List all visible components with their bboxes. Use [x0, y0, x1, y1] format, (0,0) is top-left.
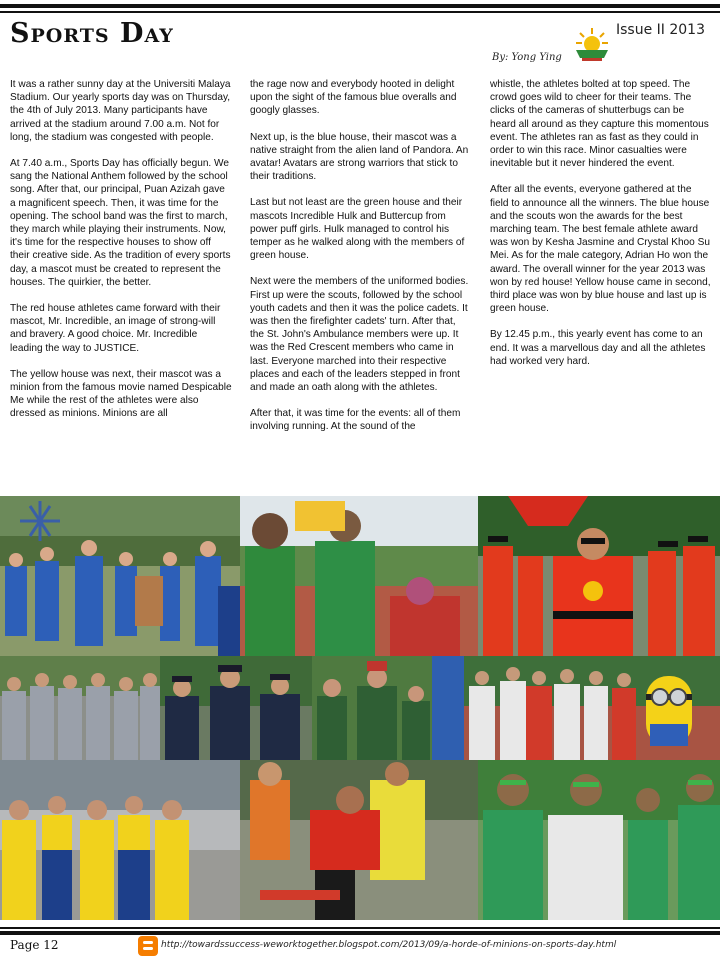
photo-police-cadets: [160, 656, 312, 760]
bottom-rule-thick: [0, 931, 720, 935]
article-column-2: [250, 78, 472, 447]
source-url-link[interactable]: http://towardssuccess-weworktogether.blogspot.com/2013/09/a-horde-of-minions-on-sports-day.html: [161, 940, 617, 950]
paragraph: Next were the members of the uniformed bodies. First up were the scouts, followed by the school youth cadets and then it was the police cadets. It was then the firefighter cadets' turn. After that, the St. John's Ambulance members were up. It was the Red Crescent members who came in last. Everyone marched into their respective places and each of the leaders stepped in front and made an oath along with the athletes.: [250, 276, 469, 394]
school-logo: [572, 24, 612, 64]
paragraph: At 7.40 a.m., Sports Day has officially begun. We sang the National Anthem followed by the school song. After that, our principal, Puan Azizah gave a magnificent speech. Then, it was time for the opening. The school band was the first to march, they march while playing their instruments. Now, it's time for the respective houses to show off their creative side. As the tradition of every sports day, a mascot must be created to represent the houses. The quirkier, the better.: [10, 158, 231, 288]
paragraph: The yellow house was next, their mascot was a minion from the famous movie named Despicable Me while the rest of the athletes were also dressed as minions. Minions are all: [10, 368, 232, 420]
page-title: Sports Day: [10, 18, 174, 49]
photo-award-medals: [240, 496, 478, 656]
top-rule-thin: [0, 11, 720, 13]
issue-label: Issue II 2013: [616, 22, 705, 38]
paragraph: By 12.45 p.m., this yearly event has come to an end. It was a marvellous day and all the athletes had worked very hard.: [490, 329, 706, 367]
paragraph: Next up, is the blue house, their mascot was a native straight from the alien land of Pandora. An avatar! Avatars are strong warriors that stick to their traditions.: [250, 131, 469, 183]
paragraph: After that, it was time for the events: all of them involving running. At the sound of the: [250, 408, 461, 433]
page-number: Page 12: [10, 938, 59, 952]
paragraph: Last but not least are the green house and their mascots Incredible Hulk and Buttercup from power puff girls. Hulk managed to control his temper as he walked along with the members of green house.: [250, 197, 465, 262]
photo-relay-race: [240, 760, 478, 920]
article-column-3: [490, 78, 712, 381]
photo-yellow-house-stands: [0, 760, 240, 920]
top-rule-thick: [0, 4, 720, 8]
blogger-icon: [138, 936, 158, 956]
photo-minion-mascot: [464, 656, 720, 760]
photo-salute-uniforms: [0, 656, 160, 760]
paragraph: The red house athletes came forward with their mascot, Mr. Incredible, an image of strong-will and bravery. A good choice. Mr. Incredible leading the way to JUSTICE.: [10, 303, 221, 354]
paragraph: the rage now and everybody hooted in delight upon the sight of the famous blue overalls and googly glasses.: [250, 79, 457, 117]
photo-green-house-hulk: [478, 760, 720, 920]
paragraph: After all the events, everyone gathered at the field to announce all the winners. The blue house and the scouts won the awards for the best marching team. The best female athlete award was won by Kesha Jasmine and Crystal Khoo Su Mei. As for the male category, Adrian Ho won the award. The overall winner for the year 2013 was won by red house! Yellow house came in second, third place was won by blue house and last up is green house.: [490, 184, 711, 315]
paragraph: whistle, the athletes bolted at top speed. The crowd goes wild to cheer for their teams. The clicks of the cameras of shutterbugs can be heard all around as they capture this momentous event. The athletes ran as fast as they could in order to win this race. Minor casualties were inevitable but it never hindered the event.: [490, 79, 709, 170]
photo-blue-house-march: [0, 496, 240, 656]
bottom-rule-thin: [0, 927, 720, 929]
article-column-1: [10, 78, 232, 434]
byline: By: Yong Ying: [492, 52, 562, 63]
photo-red-house-mascot: [478, 496, 720, 656]
paragraph: It was a rather sunny day at the Universiti Malaya Stadium. Our yearly sports day was on Thursday, the 4th of July 2013. Many participants have arrived at the stadium around 7.00 a.m. Not for long, the stadium was congested with people.: [10, 79, 231, 143]
photo-green-cadets: [312, 656, 464, 760]
